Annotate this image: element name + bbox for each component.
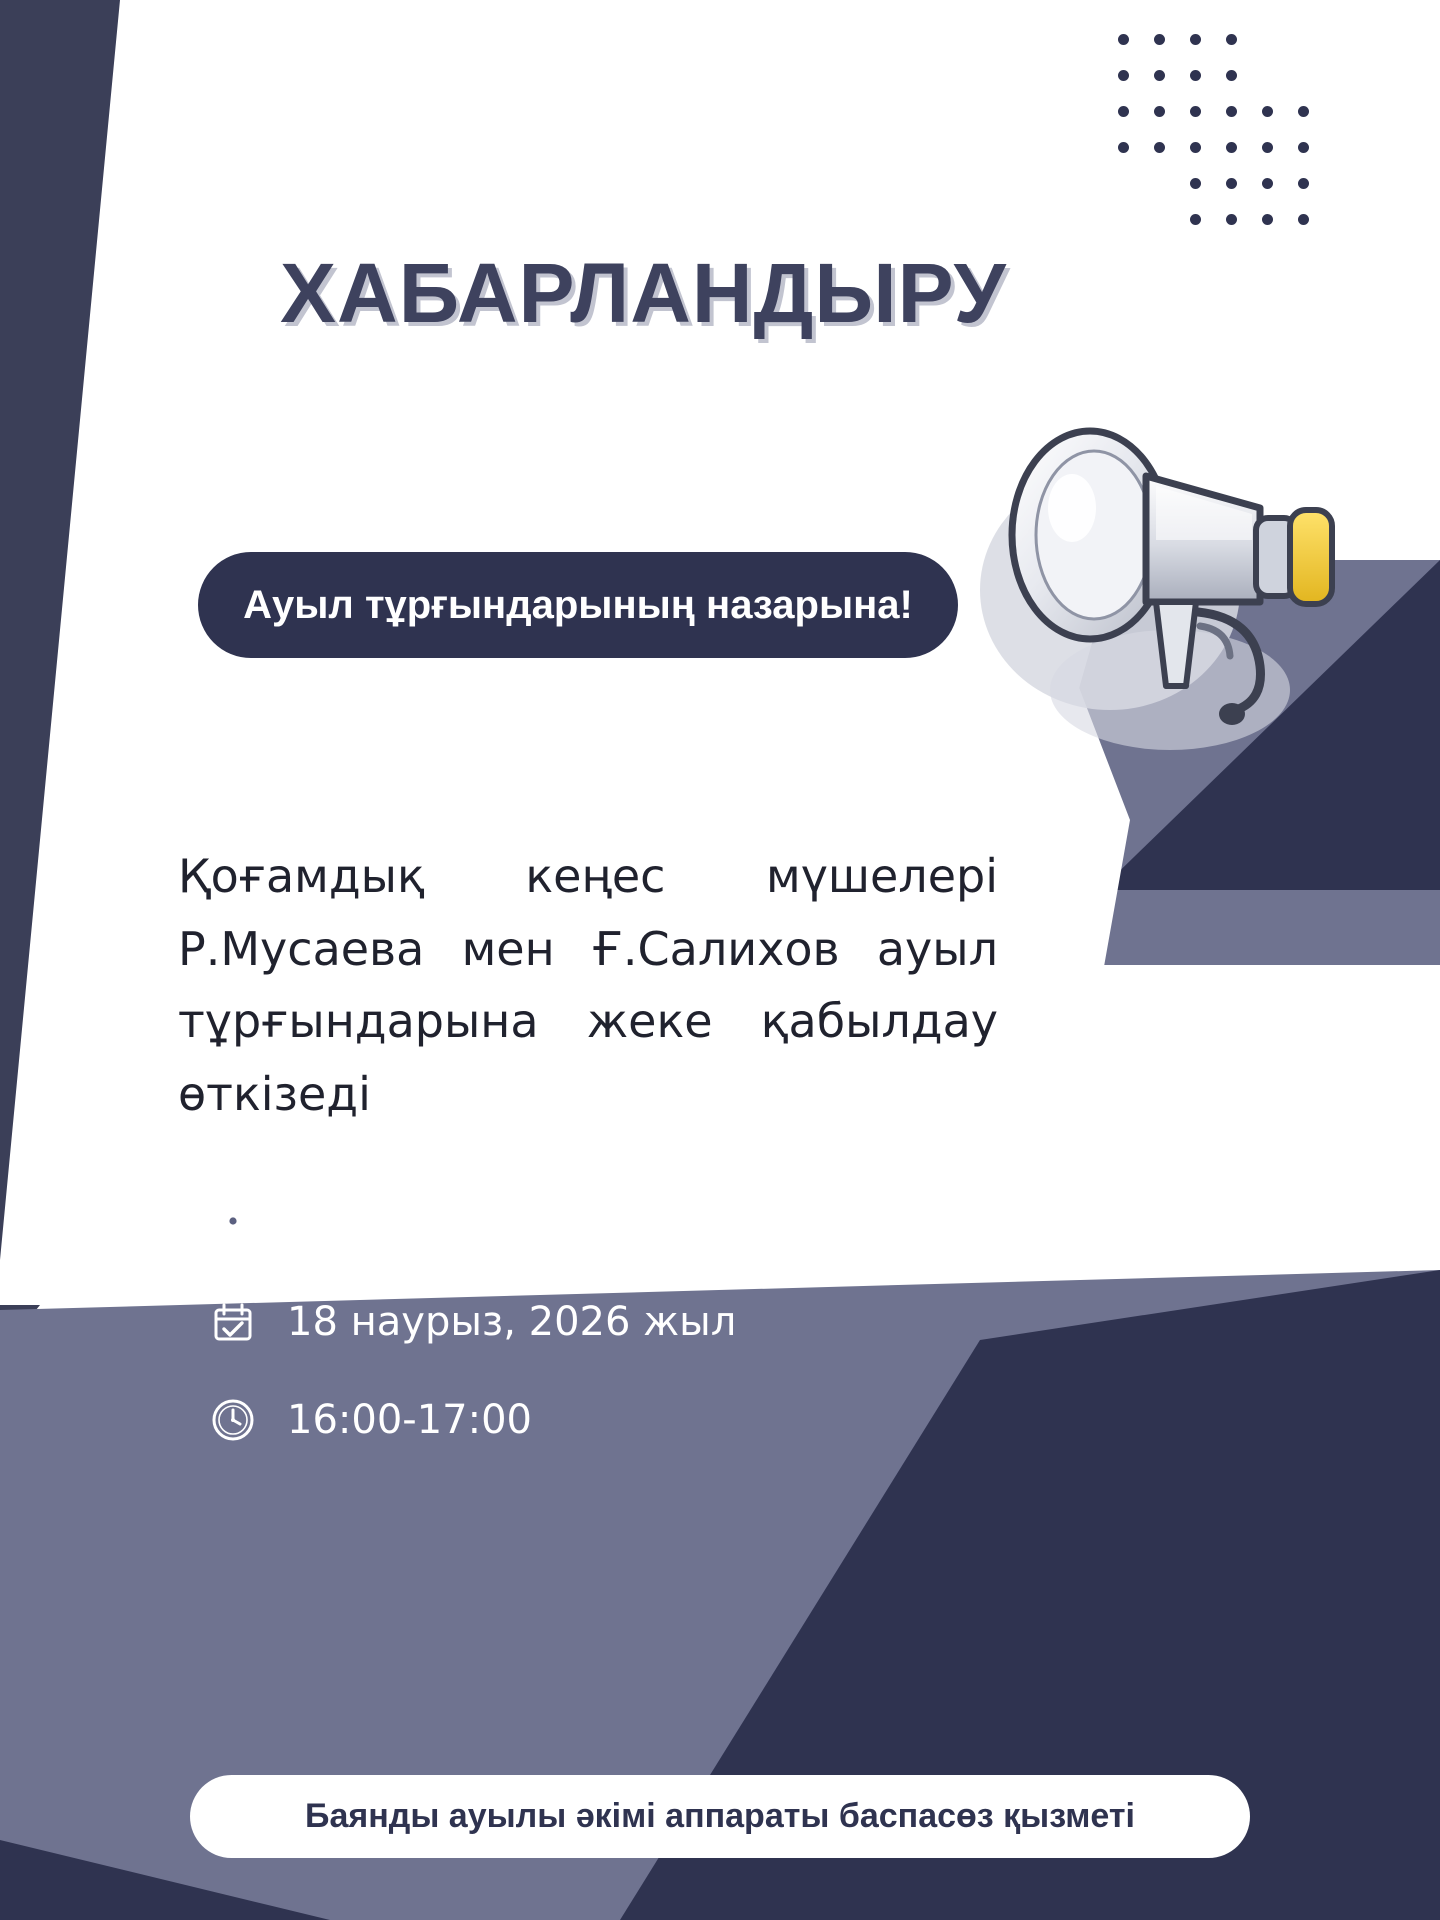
announcement-body: Қоғамдық кеңес мүшелері Р.Мусаева мен Ғ.Салихов ауыл тұрғындарына жеке қабылдау өткізеді xyxy=(178,849,998,1122)
footer-credit: Баянды ауылы әкімі аппараты баспасөз қызметі xyxy=(190,1775,1250,1858)
dot-grid-decoration xyxy=(1118,34,1328,214)
megaphone-icon xyxy=(960,390,1380,770)
detail-location xyxy=(205,1196,1205,1252)
calendar-icon xyxy=(205,1294,261,1350)
detail-time-text: 16:00-17:00 xyxy=(287,1397,532,1443)
page-title: ХАБАРЛАНДЫРУ xyxy=(280,246,1007,340)
detail-location-text: Баянды ауылы әкімі аппараты xyxy=(287,1201,931,1247)
detail-date xyxy=(205,1294,1205,1350)
detail-time xyxy=(205,1392,1205,1448)
details-list xyxy=(205,1196,1205,1490)
attention-banner: Ауыл тұрғындарының назарына! xyxy=(198,552,958,658)
clock-icon xyxy=(205,1392,261,1448)
location-pin-icon xyxy=(205,1196,261,1252)
detail-date-text: 18 наурыз, 2026 жыл xyxy=(287,1299,737,1345)
